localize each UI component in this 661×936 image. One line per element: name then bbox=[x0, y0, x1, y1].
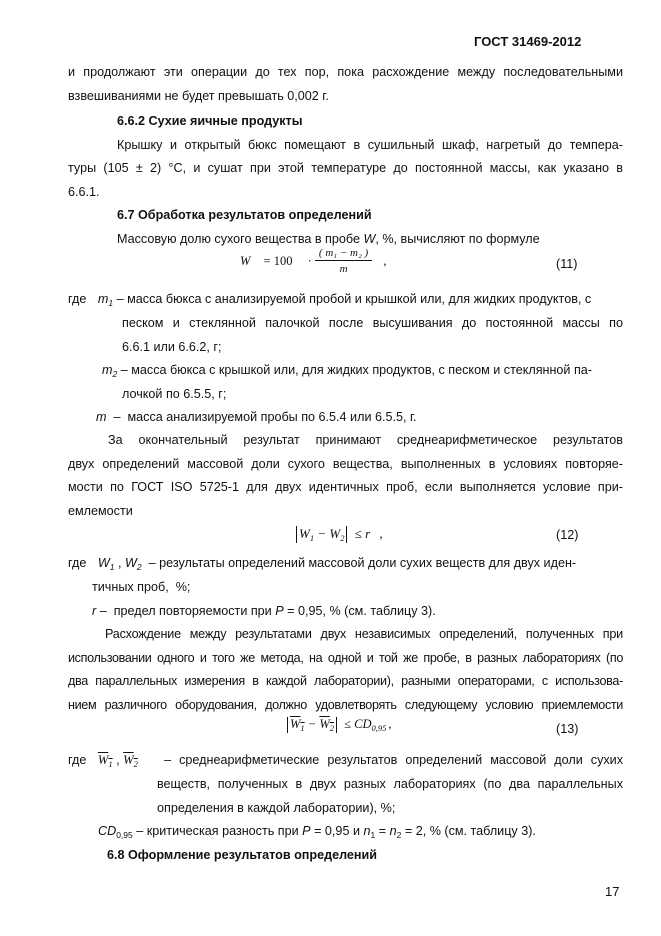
symbol-n2-sub: 2 bbox=[396, 830, 402, 840]
f13-w1-mean bbox=[290, 717, 305, 731]
formula-13-number: (13) bbox=[556, 722, 579, 736]
f12-le-r: ≤ r bbox=[354, 526, 371, 541]
def-r bbox=[92, 604, 436, 618]
symbol-m2-sub: 2 bbox=[112, 369, 118, 379]
document-code: ГОСТ 31469-2012 bbox=[474, 34, 582, 49]
symbol-m2-base: m bbox=[102, 363, 113, 377]
page-number: 17 bbox=[605, 884, 620, 899]
f13-w1: W bbox=[290, 717, 301, 731]
labs-line-2: использовании одного и того же метода, на одной и той же пробе, в разных лабораториях (по bbox=[68, 651, 623, 665]
formula-11-eq: = 100 bbox=[263, 253, 293, 268]
f13-w1-sub: 1 bbox=[300, 723, 305, 733]
symbol-w2-mean-base: W bbox=[123, 753, 134, 767]
formula-13 bbox=[287, 717, 392, 733]
symbol-w1-mean bbox=[98, 753, 113, 767]
formula-11-lhs: W bbox=[240, 253, 251, 268]
f13-w2-mean bbox=[319, 717, 334, 731]
f13-comma: , bbox=[388, 717, 392, 731]
section-6-6-2-heading: 6.6.2 Сухие яичные продукты bbox=[117, 114, 303, 128]
symbol-m2 bbox=[102, 363, 117, 377]
formula-12-number: (12) bbox=[556, 528, 579, 542]
formula-11-numerator: ( m₁ − m₂ ) bbox=[315, 247, 372, 261]
final-line-3: мости по ГОСТ ISO 5725-1 для двух идентичных проб, если выполняется условие при- bbox=[68, 480, 623, 494]
f13-w2-sub: 2 bbox=[329, 723, 335, 733]
formula-13-absolute bbox=[287, 717, 337, 733]
def-w1-w2 bbox=[68, 556, 623, 572]
symbol-cd: CD bbox=[98, 824, 117, 838]
symbol-m: m bbox=[96, 410, 107, 424]
symbol-p: P bbox=[275, 604, 284, 618]
def-r-text: – предел повторяемости при bbox=[96, 604, 276, 618]
def-m1-line-3: 6.6.1 или 6.6.2, г; bbox=[122, 340, 222, 354]
s67-intro bbox=[117, 232, 540, 246]
s67-intro-text: Массовую долю сухого вещества в пробе bbox=[117, 232, 364, 246]
symbol-w2-mean bbox=[123, 753, 138, 767]
f12-w2: W bbox=[329, 526, 341, 541]
symbol-w1-mean-sub: 1 bbox=[108, 759, 113, 769]
symbol-w1-base: W bbox=[97, 556, 110, 570]
symbol-m1 bbox=[98, 292, 113, 306]
symbol-w2 bbox=[125, 556, 142, 570]
f12-comma: , bbox=[379, 526, 383, 541]
symbol-n1: n bbox=[363, 824, 371, 838]
symbol-m1-base: m bbox=[97, 292, 109, 306]
s662-line-2: туры (105 ± 2) °С, и сушат при этой температуре до постоянной массы, как указано в bbox=[68, 161, 623, 175]
formula-11-number: (11) bbox=[556, 257, 578, 271]
symbol-n2: n bbox=[389, 824, 397, 838]
formula-11-denominator: m bbox=[339, 263, 348, 275]
labs-line-4: нием различного оборудования, должно удовлетворять следующему условию приемлемости bbox=[68, 698, 623, 712]
section-6-8-heading: 6.8 Оформление результатов определений bbox=[107, 848, 378, 862]
symbol-cd-sub: 0,95 bbox=[116, 830, 133, 840]
symbol-n1-sub: 1 bbox=[370, 830, 376, 840]
formula-11-fraction bbox=[315, 247, 372, 275]
def-w-line-1: – результаты определений массовой доли сухих веществ для двух иден- bbox=[141, 556, 577, 570]
where-word: где bbox=[68, 292, 87, 306]
where-word: где bbox=[68, 753, 87, 767]
symbol-w2-base: W bbox=[125, 556, 137, 570]
section-6-7-heading: 6.7 Обработка результатов определений bbox=[117, 208, 372, 222]
def-m bbox=[96, 410, 417, 424]
def-sep: , bbox=[112, 753, 124, 767]
def-cd bbox=[98, 824, 536, 840]
f13-w2: W bbox=[319, 717, 330, 731]
formula-11 bbox=[240, 247, 386, 275]
symbol-w2-sub: 2 bbox=[136, 562, 142, 572]
formula-12 bbox=[296, 526, 383, 543]
final-line-4: емлемости bbox=[68, 504, 133, 518]
def-m2-line-1: – масса бюкса с крышкой или, для жидких продуктов, с песком и стеклянной па- bbox=[117, 363, 592, 377]
symbol-w: W bbox=[363, 232, 376, 246]
f12-w2-sub: 2 bbox=[340, 533, 345, 543]
f13-minus: − bbox=[304, 717, 320, 731]
final-line-1: За окончательный результат принимают среднеарифметическое результатов bbox=[108, 433, 623, 447]
def-cd-text-end: = 2, % (см. таблицу 3). bbox=[401, 824, 536, 838]
f13-cd-sub: 0,95 bbox=[371, 723, 387, 733]
f12-minus: − bbox=[314, 526, 330, 541]
def-m1 bbox=[68, 292, 591, 308]
formula-12-absolute bbox=[296, 526, 347, 543]
def-cd-text: – критическая разность при bbox=[132, 824, 303, 838]
where-word: где bbox=[68, 556, 87, 570]
def-means-line-3: определения в каждой лаборатории), %; bbox=[157, 801, 396, 815]
def-cd-text-2: = 0,95 и bbox=[310, 824, 364, 838]
s662-line-1: Крышку и открытый бюкс помещают в сушильный шкаф, нагретый до темпера- bbox=[117, 138, 623, 152]
formula-11-comma: , bbox=[383, 253, 387, 268]
def-sep: , bbox=[114, 556, 126, 570]
s67-intro-text-end: , %, вычисляют по формуле bbox=[375, 232, 540, 246]
def-m2 bbox=[102, 363, 592, 379]
def-cd-eq: = bbox=[375, 824, 390, 838]
def-m1-line-1: – масса бюкса с анализируемой пробой и крышкой или, для жидких продуктов, с bbox=[113, 292, 592, 306]
formula-11-dot: · bbox=[307, 253, 312, 268]
symbol-r: r bbox=[92, 604, 97, 618]
def-means-line-1: – среднеарифметические результатов определений массовой доли сухих bbox=[148, 753, 623, 767]
def-m2-line-2: лочкой по 6.5.5, г; bbox=[122, 387, 227, 401]
symbol-m1-sub: 1 bbox=[108, 298, 114, 308]
symbol-w2-mean-sub: 2 bbox=[133, 759, 138, 769]
def-w-means bbox=[68, 753, 138, 769]
symbol-w1-mean-base: W bbox=[97, 753, 109, 767]
def-w-line-2: тичных проб, %; bbox=[92, 580, 191, 594]
def-r-text-end: = 0,95, % (см. таблицу 3). bbox=[283, 604, 436, 618]
def-m1-line-2: песком и стеклянной палочкой после высушивания до постоянной массы по bbox=[122, 316, 623, 330]
def-means-line-2: веществ, полученных в двух разных лабораториях (по два параллельных bbox=[157, 777, 623, 791]
def-m-line-1: – масса анализируемой пробы по 6.5.4 или 6.5.5, г. bbox=[106, 410, 417, 424]
final-line-2: двух определений массовой доли сухого вещества, выполненных в условиях повторяе- bbox=[68, 457, 623, 471]
intro-line-1: и продолжают эти операции до тех пор, пока расхождение между последовательными bbox=[68, 65, 623, 79]
intro-line-2: взвешиваниями не будет превышать 0,002 г. bbox=[68, 89, 329, 103]
f13-le-cd: ≤ CD bbox=[344, 717, 372, 731]
symbol-w1-sub: 1 bbox=[109, 562, 115, 572]
labs-line-3: два параллельных измерения в каждой лаборатории), разными операторами, с использова- bbox=[68, 674, 623, 688]
labs-line-1: Расхождение между результатами двух независимых определений, полученных при bbox=[105, 627, 623, 641]
symbol-w1 bbox=[98, 556, 115, 570]
f12-w1-sub: 1 bbox=[309, 533, 315, 543]
s662-line-3: 6.6.1. bbox=[68, 185, 100, 199]
symbol-p: P bbox=[302, 824, 311, 838]
f12-w1: W bbox=[299, 526, 310, 541]
